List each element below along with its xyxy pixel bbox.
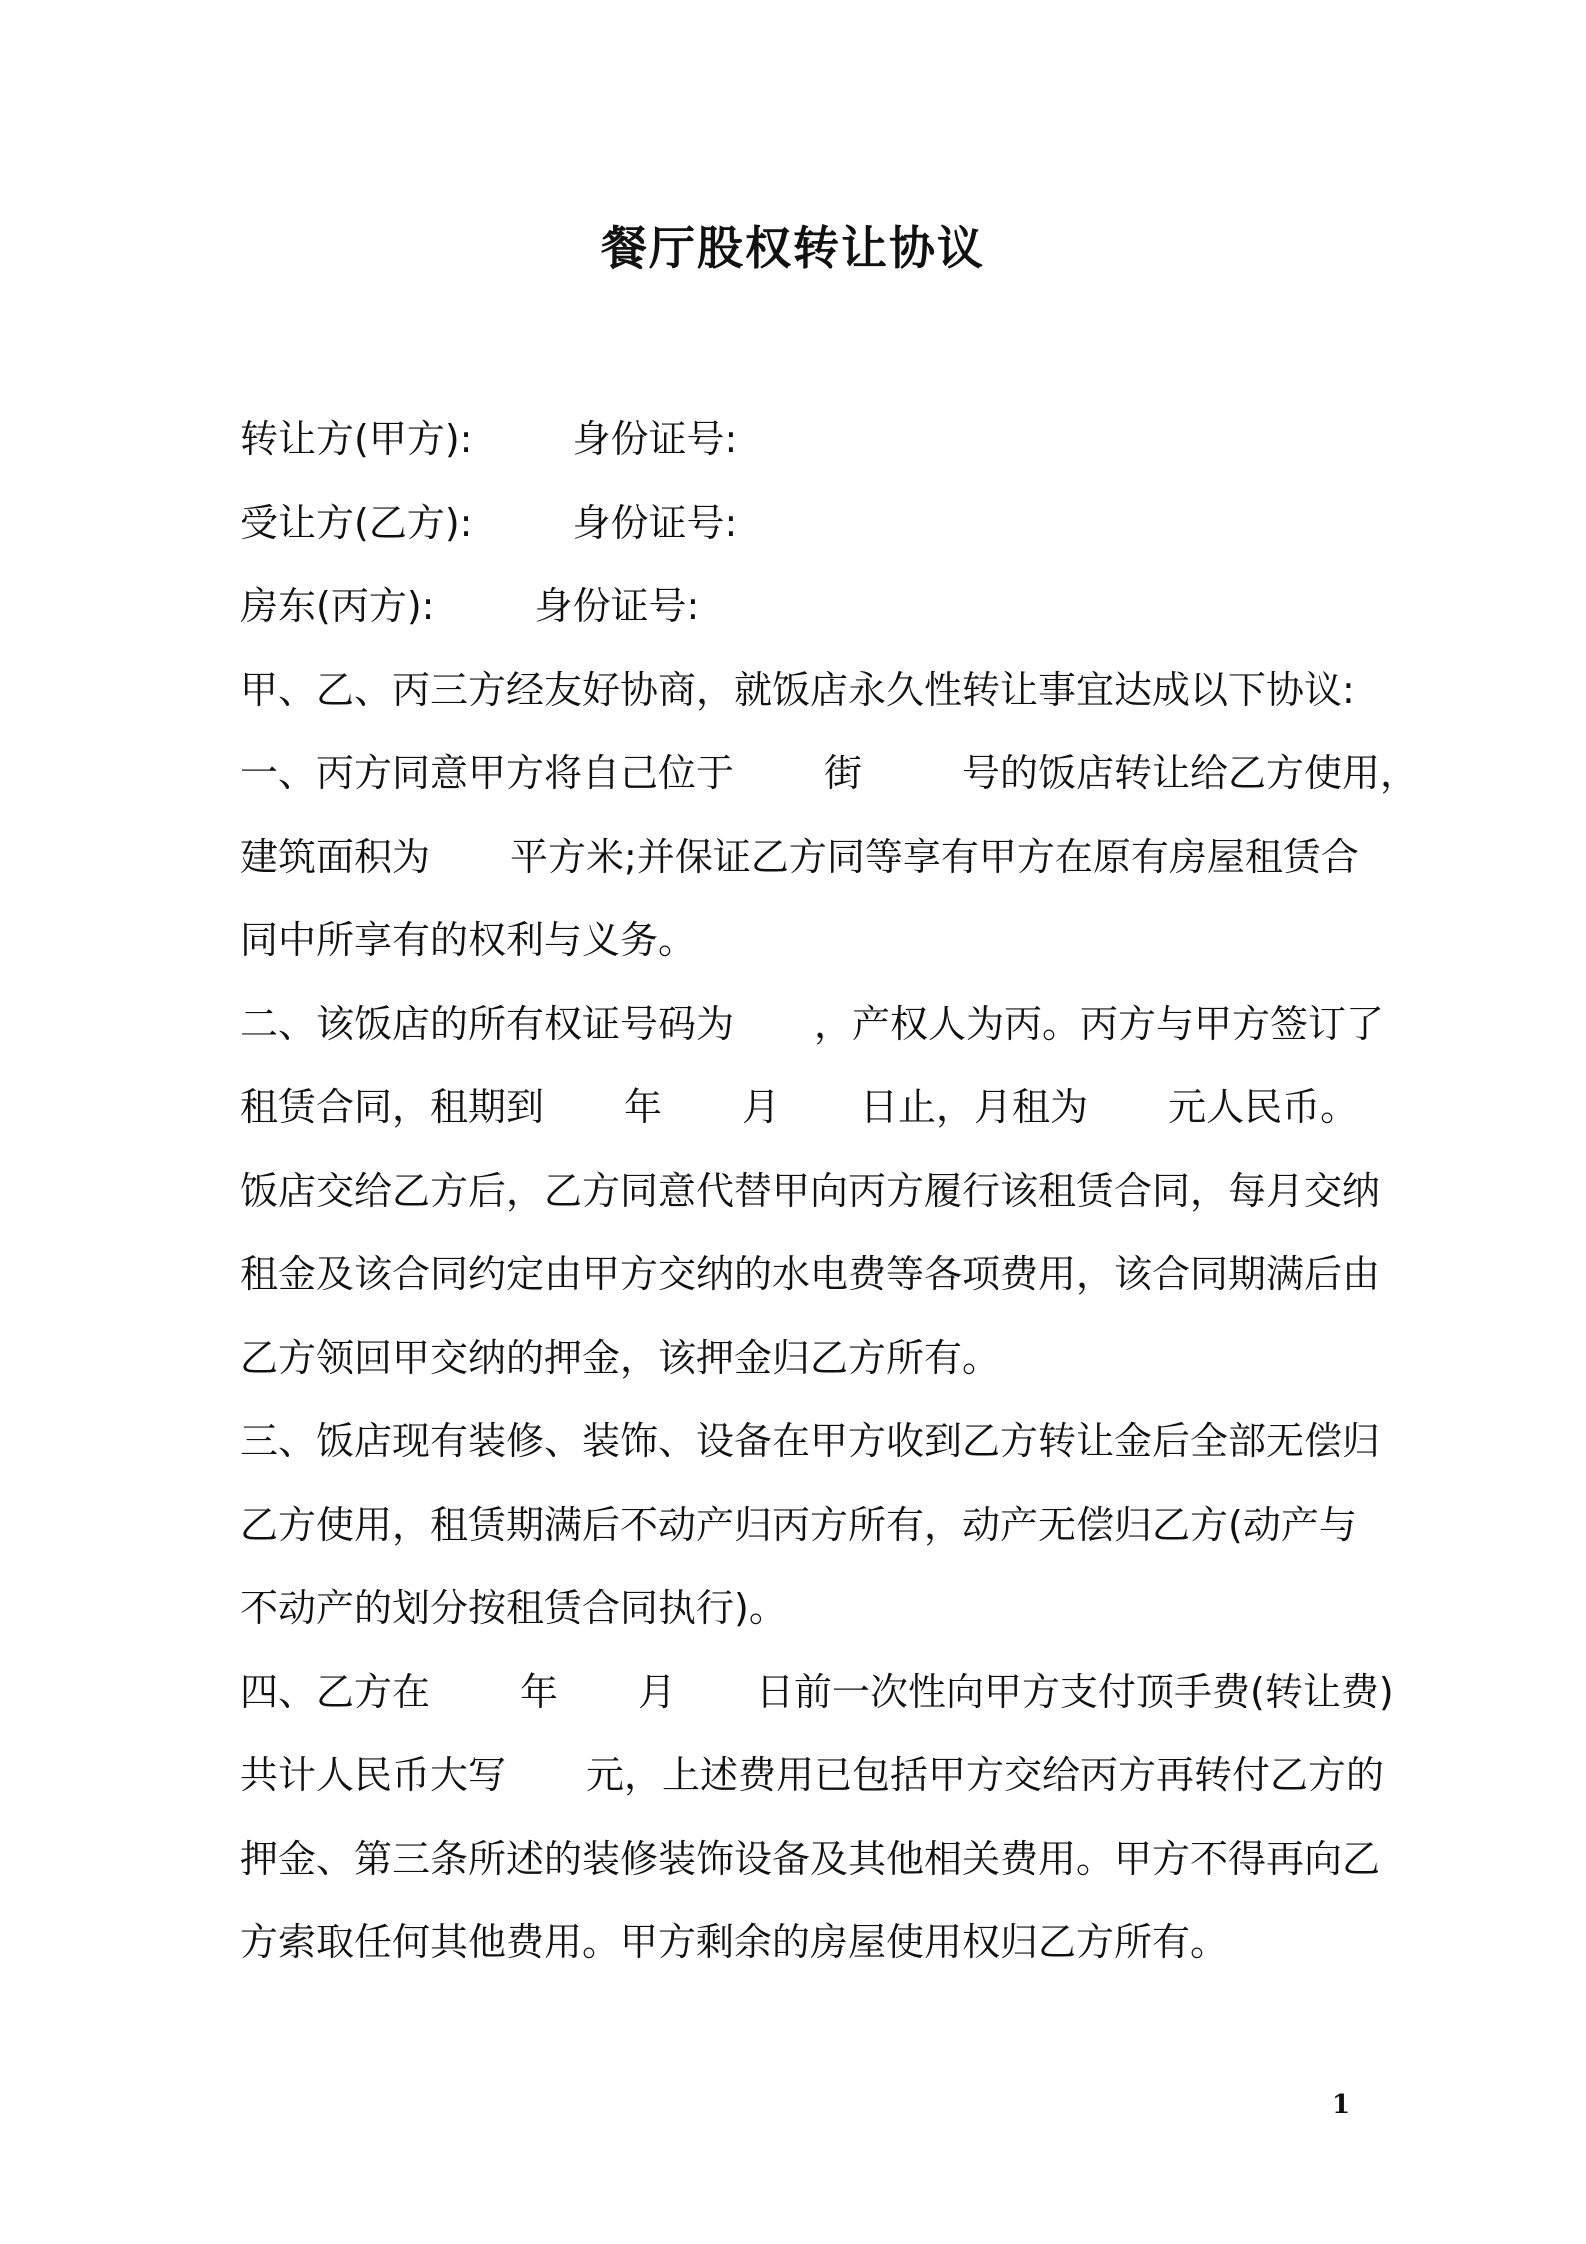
party-a-line <box>240 398 1355 482</box>
clause-2-text: 月 <box>742 1085 781 1129</box>
clause-2-text: 日止，月租为 <box>860 1085 1089 1129</box>
clause-2-text: 年 <box>624 1085 663 1129</box>
party-a-id-label: 身份证号: <box>572 417 738 461</box>
party-a-label: 转让方(甲方): <box>240 417 473 461</box>
clause-1-line-2 <box>240 816 1359 900</box>
clause-1-text: 街 <box>824 751 863 795</box>
party-b-line <box>240 482 1355 566</box>
clause-2-line-3: 饭店交给乙方后，乙方同意代替甲向丙方履行该租赁合同，每月交纳 <box>240 1168 1381 1213</box>
clause-4-text: 日前一次性向甲方支付顶手费(转让费) <box>756 1669 1394 1714</box>
clause-1-text: 一、丙方同意甲方将自己位于 <box>240 751 735 795</box>
clause-4-text: 年 <box>520 1669 559 1714</box>
clause-4-line-3: 押金、第三条所述的装修装饰设备及其他相关费用。甲方不得再向乙 <box>240 1836 1381 1881</box>
clause-2-text: ，产权人为丙。丙方与甲方签订了 <box>814 1001 1385 1046</box>
party-b-label: 受让方(乙方): <box>240 500 473 545</box>
clause-2-text: 租赁合同，租期到 <box>240 1085 545 1129</box>
clause-2-line-4: 租金及该合同约定由甲方交纳的水电费等各项费用，该合同期满后由 <box>240 1252 1381 1296</box>
clause-3-line-1: 三、饭店现有装修、装饰、设备在甲方收到乙方转让金后全部无偿归 <box>240 1419 1381 1463</box>
clause-4-text: 四、乙方在 <box>240 1669 431 1714</box>
clause-2-text: 元人民币。 <box>1168 1085 1359 1129</box>
clause-3-line-3: 不动产的划分按租赁合同执行)。 <box>240 1586 787 1630</box>
clause-1-text: 号的饭店转让给乙方使用， <box>962 751 1419 795</box>
document-body <box>240 398 1419 1985</box>
clause-4-line-1 <box>240 1651 1394 1735</box>
clause-3-line-2: 乙方使用，租赁期满后不动产归丙方所有，动产无偿归乙方(动产与 <box>240 1502 1357 1547</box>
clause-4-line-2 <box>240 1734 1385 1818</box>
party-b-id-label: 身份证号: <box>572 500 738 545</box>
intro-paragraph: 甲、乙、丙三方经友好协商，就饭店永久性转让事宜达成以下协议: <box>240 667 1355 712</box>
clause-1-text: 建筑面积为 <box>240 834 431 879</box>
clause-4-line-4: 方索取任何其他费用。甲方剩余的房屋使用权归乙方所有。 <box>240 1920 1229 1964</box>
page-number: 1 <box>1332 2090 1351 2120</box>
clause-2-line-1 <box>240 983 1385 1067</box>
clause-4-text: 元，上述费用已包括甲方交给丙方再转付乙方的 <box>586 1753 1385 1797</box>
document-title: 餐厅股权转让协议 <box>601 221 985 275</box>
clause-1-line-3: 同中所享有的权利与义务。 <box>240 918 697 962</box>
clause-2-text: 二、该饭店的所有权证号码为 <box>240 1001 735 1046</box>
clause-1-line-1 <box>240 732 1419 816</box>
clause-1-text: 平方米;并保证乙方同等享有甲方在原有房屋租赁合 <box>510 834 1359 879</box>
party-c-id-label: 身份证号: <box>534 584 700 628</box>
clause-2-line-2 <box>240 1066 1359 1150</box>
clause-4-text: 月 <box>638 1669 677 1714</box>
party-c-line <box>240 565 1355 649</box>
party-c-label: 房东(丙方): <box>240 584 435 628</box>
clause-2-line-5: 乙方领回甲交纳的押金，该押金归乙方所有。 <box>240 1335 1001 1380</box>
clause-4-text: 共计人民币大写 <box>240 1753 507 1797</box>
